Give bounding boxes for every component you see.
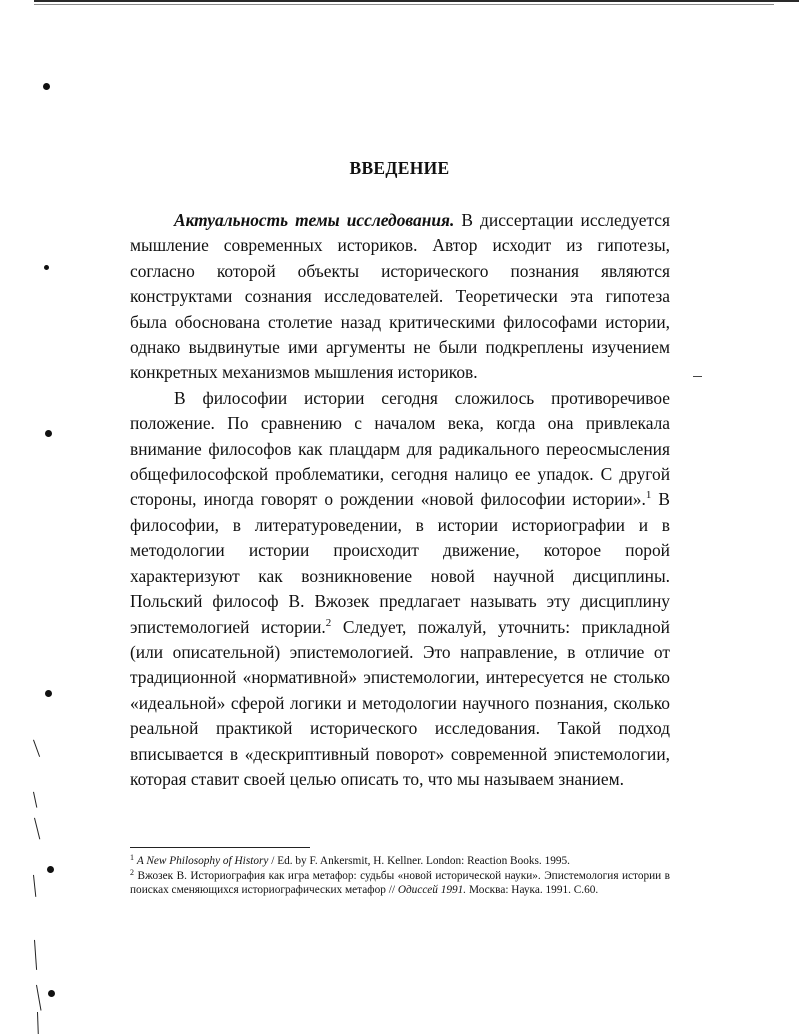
footnote-2-tail: Москва: Наука. 1991. С.60. — [466, 884, 599, 896]
footnote-1-number: 1 — [130, 853, 134, 862]
footnote-2-number: 2 — [130, 867, 134, 877]
page-title: ВВЕДЕНИЕ — [349, 158, 450, 178]
paragraph-philosophy-of-history — [130, 386, 670, 793]
footnote-1 — [130, 854, 670, 869]
scan-edge-mark — [34, 940, 37, 970]
footnote-2-title: Одиссей 1991. — [397, 884, 467, 896]
paragraph-part-2: В философии, в литературоведении, в истории историографии и в методологии истории происходит движение, которое порой характеризуют как возникновение новой научной дисциплины. Польский философ В. Вжозек предлагает называть эту дисциплину эпистемологией истории. — [130, 489, 670, 637]
relevance-lead: Актуальность темы исследования. — [174, 210, 455, 230]
scan-edge-mark — [33, 875, 37, 897]
footnote-1-text: / Ed. by F. Ankersmit, H. Kellner. London: Reaction Books. 1995. — [268, 855, 571, 867]
footnote-ref-1[interactable]: 1 — [645, 489, 652, 502]
footnote-ref-2[interactable]: 2 — [325, 616, 332, 629]
footnote-1-title: A New Philosophy of History — [136, 855, 269, 867]
scan-edge-mark — [34, 818, 41, 840]
binder-hole-mark — [45, 690, 52, 697]
relevance-text: В диссертации исследуется мышление современных историков. Автор исходит из гипотезы, согласно которой объекты исторического познания являются конструктами сознания исследователей. Теоретически эта гипотеза была обоснована столетие назад критическими философами истории, однако выдвинутые ими аргументы не были подкреплены изучением конкретных механизмов мышления историков. — [130, 210, 670, 383]
scan-dash-mark — [693, 376, 702, 377]
body-text — [130, 208, 670, 792]
footnote-2-text: Вжозек В. Историография как игра метафор: судьбы «новой исторической науки». Эпистемология истории в поисках сменяющихся историографических метафор // — [130, 869, 670, 896]
footnotes — [130, 854, 670, 898]
scan-top-rule — [34, 0, 799, 2]
binder-hole-mark — [47, 866, 54, 873]
binder-hole-mark — [45, 430, 52, 437]
scan-edge-mark — [33, 792, 38, 808]
binder-hole-mark — [44, 265, 49, 270]
binder-hole-mark — [48, 990, 55, 997]
footnote-2 — [130, 869, 670, 898]
binder-hole-mark — [43, 83, 50, 90]
paragraph-part-3: Следует, пожалуй, уточнить: прикладной (или описательной) эпистемологией. Это направление, в отличие от традиционной «нормативной» эпистемологии, интересуется не столько «идеальной» сферой логики и методологии научного познания, сколько реальной практикой исторического исследования. Такой подход вписывается в «дескриптивный поворот» современной эпистемологии, которая ставит своей целью описать то, что мы называем знанием. — [130, 616, 670, 789]
scan-edge-mark — [36, 985, 42, 1011]
scan-edge-mark — [37, 1012, 39, 1034]
footnote-separator — [130, 847, 310, 848]
scan-edge-mark — [33, 740, 40, 757]
scan-top-rule-secondary — [34, 4, 774, 5]
paragraph-relevance — [130, 208, 670, 386]
paragraph-part-1: В философии истории сегодня сложилось противоречивое положение. По сравнению с началом века, когда она привлекала внимание философов как плацдарм для радикального переосмысления общефилософской проблематики, сегодня налицо ее упадок. С другой стороны, иногда говорят о рождении «новой философии истории». — [130, 387, 670, 510]
